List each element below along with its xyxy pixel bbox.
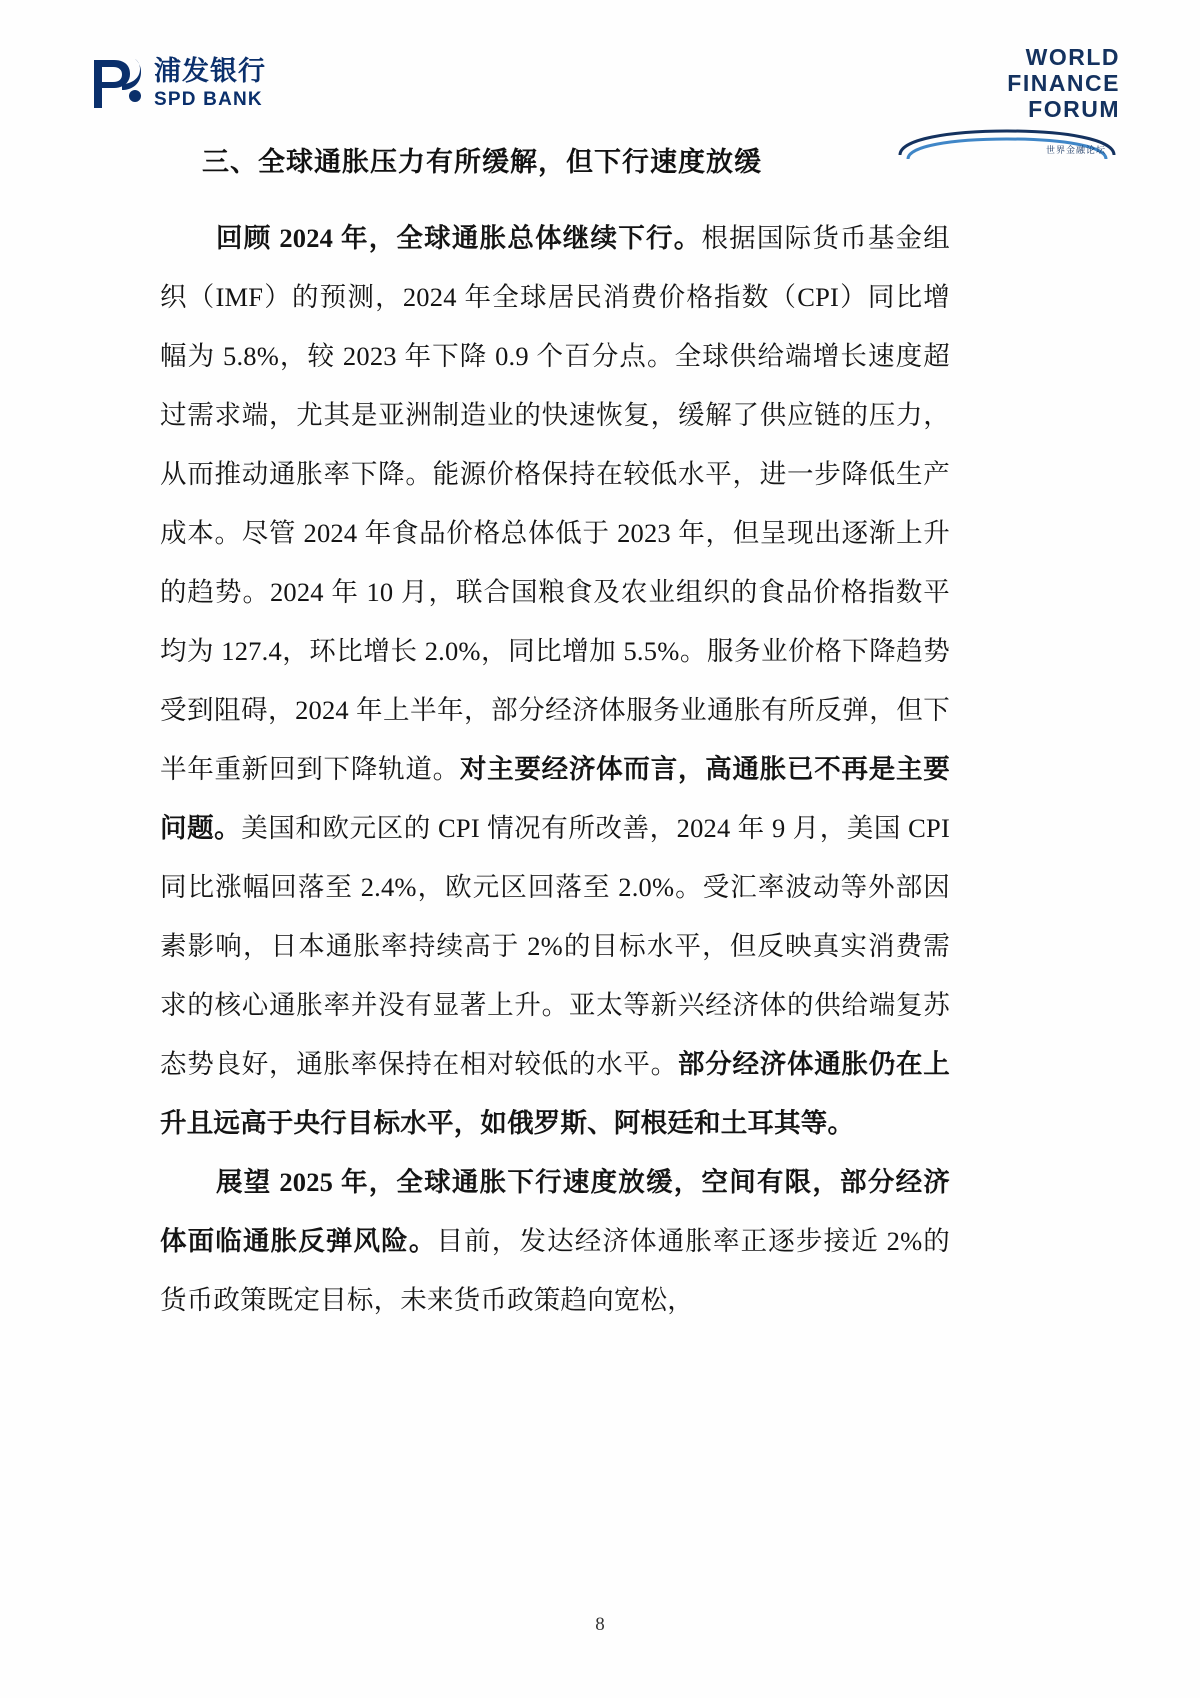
text-run: 回顾 2024 年，全球通胀总体继续下行。 <box>216 222 702 253</box>
text-run: 部分经济体通胀仍在上升且远高于央行目标水平，如俄罗斯、阿根廷和土耳其等。 <box>160 1048 950 1138</box>
wff-line-1: WORLD <box>1025 44 1120 70</box>
paragraph-1 <box>160 209 950 1153</box>
paragraph-2 <box>160 1153 950 1330</box>
spd-bank-name-en: SPD BANK <box>154 89 263 111</box>
spd-bank-logo-icon <box>88 56 146 112</box>
text-run: 展望 2025 年，全球通胀下行速度放缓，空间有限，部分经济体面临通胀反弹风险。 <box>160 1166 950 1256</box>
wff-subtitle: 世界金融论坛 <box>1045 144 1106 155</box>
wff-line-2: FINANCE <box>1007 70 1120 97</box>
text-run: 美国和欧元区的 CPI 情况有所改善，2024 年 9 月，美国 CPI 同比涨幅回落至 2.4%，欧元区回落至 2.0%。受汇率波动等外部因素影响，日本通胀率持续高于 2%的目标水平，但反映真实消费需求的核心通胀率并没有显著上升。亚太等新兴经济体的供给端复苏态势良好，通胀率保持在相对较低的水平。 <box>160 812 950 1079</box>
page-number: 8 <box>595 1614 605 1635</box>
text-run: 对主要经济体而言，高通胀已不再是主要问题。 <box>160 753 950 843</box>
spd-bank-name-cn: 浦发银行 <box>154 56 266 86</box>
text-run: 目前，发达经济体通胀率正逐步接近 2%的货币政策既定目标，未来货币政策趋向宽松， <box>160 1225 950 1315</box>
spd-bank-logo-text <box>154 56 266 113</box>
page-title: 三、全球通胀压力有所缓解，但下行速度放缓 <box>202 147 762 177</box>
spd-bank-logo <box>88 56 266 113</box>
wff-line-3: FORUM <box>1028 96 1120 123</box>
page-header <box>0 44 1200 155</box>
document-body <box>160 142 950 1330</box>
text-run: 根据国际货币基金组织（IMF）的预测，2024 年全球居民消费价格指数（CPI）同比增幅为 5.8%，较 2023 年下降 0.9 个百分点。全球供给端增长速度超过需求端，尤其是亚洲制造业的快速恢复，缓解了供应链的压力，从而推动通胀率下降。能源价格保持在较低水平，进一步降低生产成本。尽管 2024 年食品价格总体低于 2023 年，但呈现出逐渐上升的趋势。2024 年 10 月，联合国粮食及农业组织的食品价格指数平均为 127.4，环比增长 2.0%，同比增加 5.5%。服务业价格下降趋势受到阻碍，2024 年上半年，部分经济体服务业通胀有所反弹，但下半年重新回到下降轨道。 <box>160 222 950 784</box>
